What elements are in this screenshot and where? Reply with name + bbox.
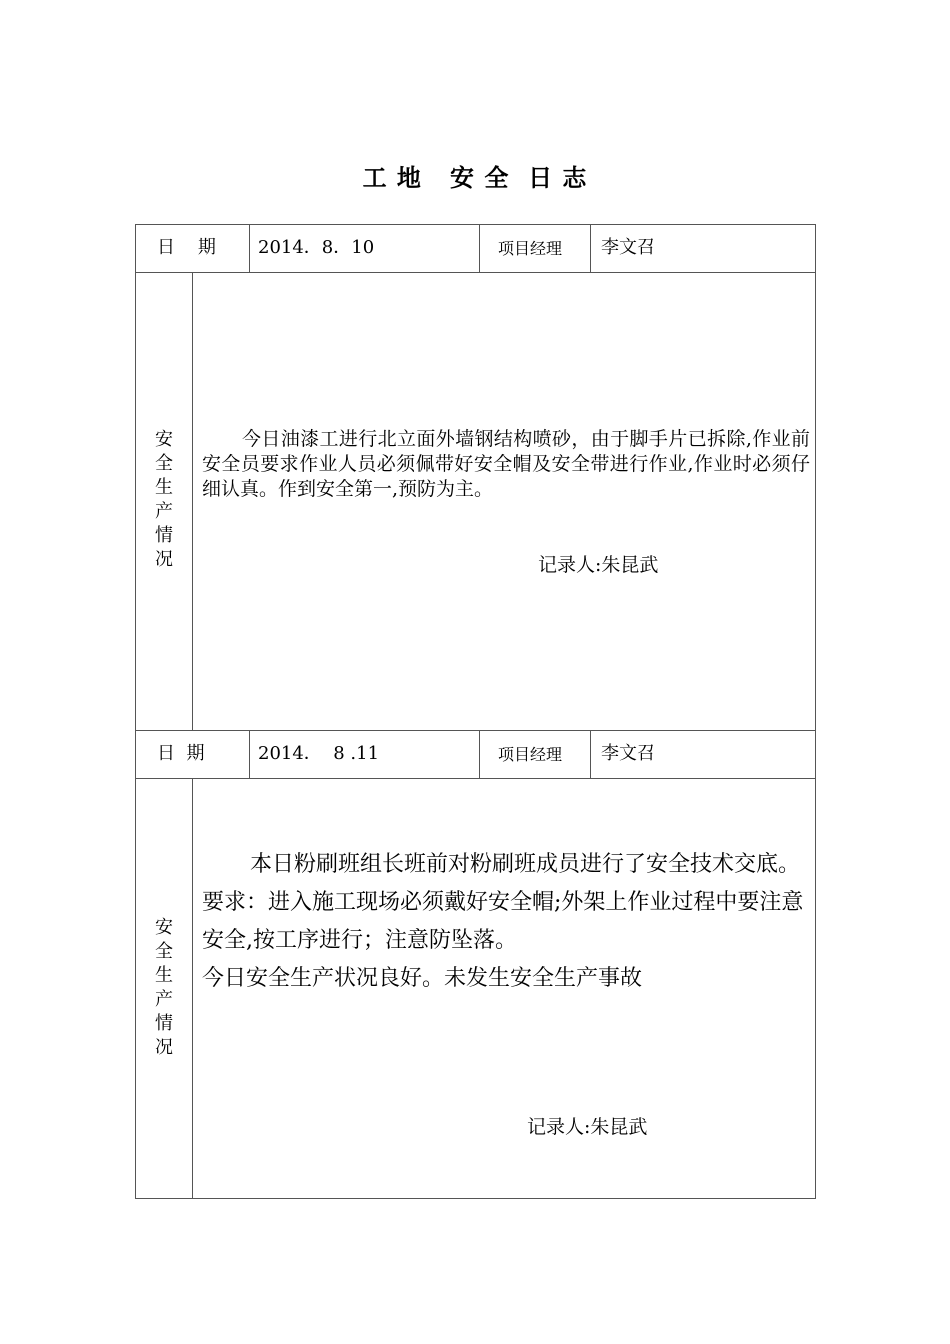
table-col-divider — [479, 224, 480, 272]
recorder: 记录人:朱昆武 — [538, 554, 659, 576]
table-col-divider — [590, 224, 591, 272]
manager-value: 李文召 — [601, 237, 655, 258]
log-content: 今日油漆工进行北立面外墙钢结构喷砂，由于脚手片已拆除,作业前安全员要求作业人员必须佩带好安全帽及安全带进行作业,作业时必须仔细认真。作到安全第一,预防为主。 — [202, 428, 810, 500]
table-col-divider — [192, 272, 193, 730]
table-border-right — [815, 224, 816, 1199]
log-summary: 今日安全生产状况良好。未发生安全生产事故 — [202, 966, 643, 991]
table-row-divider — [135, 778, 816, 779]
table-col-divider — [479, 730, 480, 778]
recorder: 记录人:朱昆武 — [527, 1116, 648, 1138]
section-label: 安 全 生 产 情 况 — [155, 917, 173, 1058]
manager-value: 李文召 — [601, 743, 655, 764]
log-content-block — [202, 846, 808, 998]
table-col-divider — [192, 778, 193, 1198]
date-label: 日 期 — [157, 743, 205, 764]
table-col-divider — [249, 224, 250, 272]
date-label: 日 期 — [157, 237, 216, 258]
table-row-divider — [135, 272, 816, 273]
table-col-divider — [249, 730, 250, 778]
section-label: 安 全 生 产 情 况 — [155, 429, 173, 570]
table-col-divider — [590, 730, 591, 778]
table-border-top — [135, 224, 816, 225]
manager-label: 项目经理 — [498, 239, 563, 258]
page-title: 工 地 安 全 日 志 — [362, 164, 588, 192]
date-value: 2014． 8 .11 — [258, 743, 380, 764]
date-value: 2014．8．10 — [258, 237, 375, 258]
log-content: 本日粉刷班组长班前对粉刷班成员进行了安全技术交底。要求：进入施工现场必须戴好安全帽;外架上作业过程中要注意安全,按工序进行；注意防坠落。 — [202, 852, 804, 953]
table-row-divider — [135, 730, 816, 731]
table-border-bottom — [135, 1198, 816, 1199]
manager-label: 项目经理 — [498, 745, 563, 764]
